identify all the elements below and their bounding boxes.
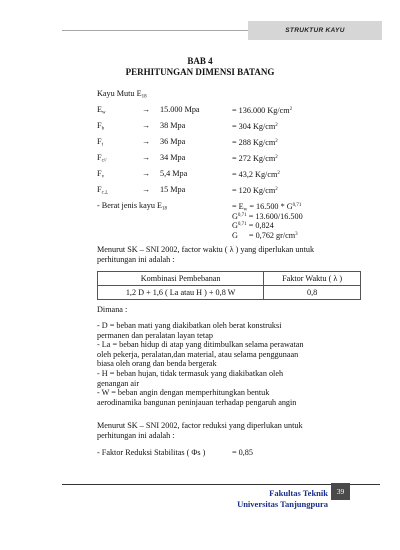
list-item-line: - La = beban hidup di atap yang ditimbulkan selama perawatan bbox=[97, 340, 304, 350]
property-symbol-letter: E bbox=[97, 105, 103, 114]
load-combination-table bbox=[97, 271, 361, 300]
paragraph-faktor-reduksi-2: perhitungan ini adalah : bbox=[97, 431, 175, 440]
arrow-icon: → bbox=[142, 121, 151, 130]
property-value-kgcm bbox=[232, 121, 278, 132]
property-symbol bbox=[97, 169, 104, 183]
property-symbol bbox=[97, 105, 106, 119]
paragraph-faktor-reduksi-1: Menurut SK – SNI 2002, factor reduksi yang diperlukan untuk bbox=[97, 421, 303, 430]
page-number: 39 bbox=[331, 483, 350, 500]
property-value-kgcm-text: = 288 Kg/cm bbox=[232, 138, 276, 147]
table-header-row bbox=[98, 272, 361, 286]
property-value-kgcm-sup: 2 bbox=[275, 139, 278, 144]
chapter-heading: PERHITUNGAN DIMENSI BATANG bbox=[125, 67, 275, 77]
berat-expression: = 13.600/16.500 bbox=[246, 211, 303, 221]
table-header-cell: Faktor Waktu ( λ ) bbox=[264, 272, 361, 286]
list-item-line: biasa oleh orang dan benda bergerak bbox=[97, 359, 217, 369]
property-value-mpa: 36 Mpa bbox=[160, 137, 186, 146]
list-item-line: - H = beban hujan, tidak termasuk yang diakibatkan oleh bbox=[97, 369, 284, 378]
property-symbol-subscript: b bbox=[101, 126, 105, 132]
reduksi-value: = 0,85 bbox=[232, 448, 253, 457]
property-value-kgcm-text: = 304 Kg/cm bbox=[232, 122, 276, 131]
berat-term: G bbox=[232, 221, 238, 230]
berat-expression-sup: 0,71 bbox=[292, 203, 302, 208]
header-banner bbox=[248, 21, 382, 40]
dimana-label: Dimana : bbox=[97, 305, 128, 314]
arrow-icon: → bbox=[142, 105, 151, 114]
berat-term-sub: w bbox=[243, 207, 248, 213]
paragraph-faktor-waktu-1: Menurut SK – SNI 2002, factor waktu ( λ ) yang diperlukan untuk bbox=[97, 245, 315, 254]
list-item-line: aerodinamika bangunan peninjauan terhadap pengaruh angin bbox=[97, 397, 297, 407]
chapter-number: BAB 4 bbox=[187, 56, 213, 66]
property-value-kgcm-text: = 120 Kg/cm bbox=[232, 186, 276, 195]
property-value-mpa: 15 Mpa bbox=[160, 185, 186, 194]
berat-expression-sup: 3 bbox=[295, 231, 298, 237]
list-item-line: permanen dan peralatan layan tetap bbox=[97, 330, 213, 340]
berat-term-sup: 0,71 bbox=[237, 212, 247, 218]
property-value-mpa: 5,4 Mpa bbox=[160, 169, 188, 178]
berat-line bbox=[232, 230, 298, 241]
property-value-kgcm-sup: 2 bbox=[275, 155, 278, 160]
property-symbol-subscript: v bbox=[101, 174, 105, 180]
property-value-kgcm bbox=[232, 169, 280, 180]
property-symbol bbox=[97, 121, 104, 135]
table-cell: 1,2 D + 1,6 ( La atau H ) + 0,8 W bbox=[98, 286, 264, 300]
mutu-label: Kayu Mutu $E_{18}$ bbox=[97, 89, 147, 100]
property-value-kgcm bbox=[232, 185, 278, 196]
berat-expression: = 0,824 bbox=[246, 221, 274, 230]
arrow-icon: → bbox=[142, 169, 151, 178]
footer-university: Universitas Tanjungpura bbox=[237, 499, 328, 509]
property-value-kgcm-sup: 2 bbox=[275, 187, 278, 192]
property-symbol-subscript: c⊥ bbox=[101, 190, 109, 196]
property-value-mpa: 38 Mpa bbox=[160, 121, 186, 130]
property-value-mpa: 34 Mpa bbox=[160, 153, 186, 162]
paragraph-faktor-waktu-2: perhitungan ini adalah : bbox=[97, 255, 175, 264]
property-symbol bbox=[97, 137, 103, 151]
property-value-kgcm-text: = 136.000 Kg/cm bbox=[232, 106, 290, 115]
berat-term-sup: 0,71 bbox=[237, 222, 247, 227]
berat-label: - Berat jenis kayu $E_{18}$ bbox=[97, 201, 168, 212]
header-section-title: STRUKTUR KAYU bbox=[285, 27, 345, 34]
property-symbol-letter: F bbox=[97, 169, 102, 178]
table-header-cell: Kombinasi Pembebanan bbox=[98, 272, 264, 286]
table-row bbox=[98, 286, 361, 300]
property-symbol-letter: F bbox=[97, 185, 102, 194]
list-item-line: oleh pekerja, peralatan,dan material, atau selama penggunaan bbox=[97, 349, 299, 359]
berat-term: G bbox=[232, 230, 238, 240]
property-value-kgcm-text: = 272 Kg/cm bbox=[232, 154, 276, 163]
property-symbol-subscript: c// bbox=[101, 158, 107, 164]
property-value-kgcm bbox=[232, 153, 278, 164]
berat-expression: = 16.500 * G bbox=[247, 202, 293, 211]
berat-expression: = 0,762 gr/cm bbox=[248, 230, 296, 240]
list-item-line: genangan air bbox=[97, 378, 140, 388]
property-value-mpa: 15.000 Mpa bbox=[160, 105, 200, 114]
list-item-line: - D = beban mati yang diakibatkan oleh berat konstruksi bbox=[97, 321, 282, 330]
berat-term: G bbox=[232, 211, 238, 221]
reduksi-label: - Faktor Reduksi Stabilitas ( Φs ) bbox=[97, 448, 206, 457]
arrow-icon: → bbox=[142, 137, 151, 146]
arrow-icon: → bbox=[142, 153, 151, 162]
arrow-icon: → bbox=[142, 185, 151, 194]
property-symbol bbox=[97, 185, 108, 199]
property-value-kgcm bbox=[232, 137, 278, 148]
property-symbol-letter: F bbox=[97, 153, 102, 162]
property-symbol-subscript: w bbox=[102, 110, 106, 116]
property-symbol bbox=[97, 153, 107, 167]
footer-faculty: Fakultas Teknik bbox=[269, 488, 328, 498]
berat-term: = E bbox=[232, 202, 244, 211]
property-symbol-letter: F bbox=[97, 137, 102, 146]
property-value-kgcm bbox=[232, 105, 292, 116]
property-value-kgcm-sup: 2 bbox=[275, 123, 278, 128]
property-symbol-subscript: t bbox=[101, 142, 103, 148]
list-item-line: - W = beban angin dengan memperhitungkan bentuk bbox=[97, 388, 270, 398]
property-value-kgcm-text: = 43,2 Kg/cm bbox=[232, 170, 278, 179]
property-value-kgcm-sup: 2 bbox=[277, 171, 280, 176]
table-cell: 0,8 bbox=[264, 286, 361, 300]
property-symbol-letter: F bbox=[97, 121, 102, 130]
property-value-kgcm-sup: 2 bbox=[289, 107, 293, 112]
